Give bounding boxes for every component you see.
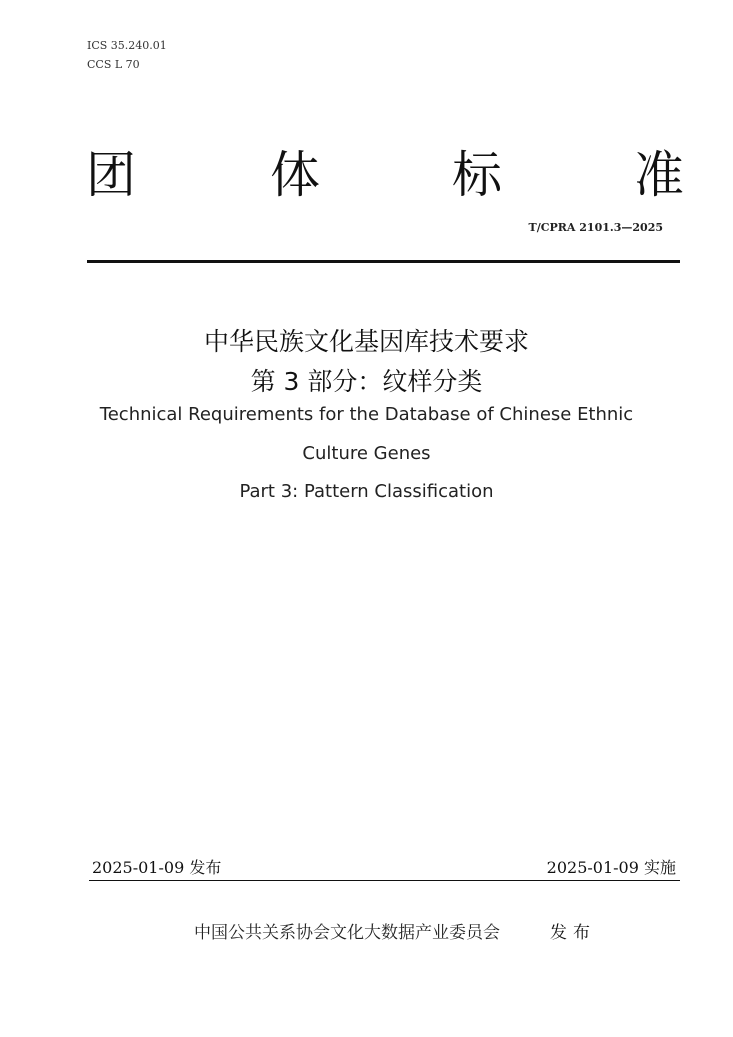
publisher-name: 中国公共关系协会文化大数据产业委员会 [194,923,500,943]
ccs-code: CCS L 70 [87,58,140,71]
document-type-title [86,145,686,205]
standard-number: T/CPRA 2101.3—2025 [528,221,663,234]
issue-date: 2025-01-09 发布 [92,858,222,877]
chinese-title-line-1: 中华民族文化基因库技术要求 [203,327,529,356]
english-title-line-2: Culture Genes [302,443,431,464]
doc-type-char-4: 准 [634,146,684,204]
doc-type-char-2: 体 [270,146,320,204]
chinese-title-line-2: 第 3 部分：纹样分类 [250,367,483,396]
classification-codes [87,36,167,74]
doc-type-char-1: 团 [86,146,136,204]
header-divider [87,260,680,263]
ics-code: ICS 35.240.01 [87,39,167,52]
publish-label: 发布 [550,923,596,943]
implementation-date: 2025-01-09 实施 [546,858,676,877]
english-title-line-1: Technical Requirements for the Database of Chinese Ethnic [99,404,634,425]
footer-divider [89,880,680,881]
doc-type-char-3: 标 [452,146,502,204]
english-title-line-3: Part 3: Pattern Classification [239,481,494,502]
